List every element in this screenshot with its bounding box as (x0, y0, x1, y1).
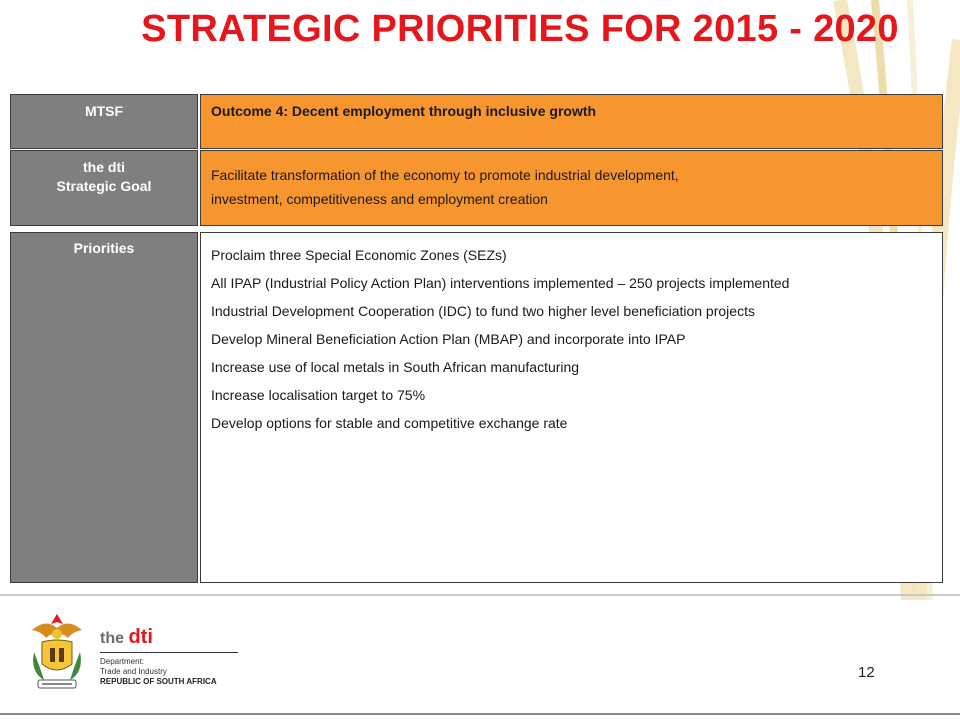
logo-dti-text: dti (128, 626, 153, 648)
priority-item-text: All IPAP (Industrial Policy Action Plan) interventions implemented – 250 projects implemented (211, 275, 790, 291)
priority-item-text: Develop Mineral Beneficiation Action Plan (MBAP) and incorporate into IPAP (211, 331, 686, 347)
strategic-goal-content-line2: investment, competitiveness and employment creation (211, 191, 548, 207)
dept-line-1: Department: (100, 657, 145, 666)
strategic-goal-content (200, 150, 943, 226)
dept-line-3: REPUBLIC OF SOUTH AFRICA (100, 677, 217, 686)
logo-divider (100, 652, 238, 653)
priorities-content (200, 232, 943, 583)
priority-item-text: Proclaim three Special Economic Zones (SEZs) (211, 247, 507, 263)
priority-item-text: Increase use of local metals in South African manufacturing (211, 359, 580, 375)
mtsf-content: Outcome 4: Decent employment through inclusive growth (200, 94, 943, 149)
dept-line-2: Trade and Industry (100, 667, 167, 676)
priorities-label: Priorities (10, 232, 198, 583)
footer-divider-bottom (0, 713, 960, 715)
strategic-goal-label (10, 150, 198, 226)
page-title: STRATEGIC PRIORITIES FOR 2015 - 2020 (141, 8, 899, 50)
strategic-goal-label-line2: Strategic Goal (56, 178, 152, 194)
strategic-goal-label-line1: the dti (83, 159, 125, 175)
priority-item-text: Industrial Development Cooperation (IDC) to fund two higher level beneficiation projects (211, 303, 755, 319)
mtsf-label: MTSF (10, 94, 198, 149)
priority-item-text: Increase localisation target to 75% (211, 387, 426, 403)
logo-the-text: the (100, 630, 124, 647)
dti-logo (100, 626, 238, 687)
priority-item (211, 406, 942, 440)
priority-item-text: Develop options for stable and competitive exchange rate (211, 415, 568, 431)
page-number: 12 (858, 664, 875, 681)
strategic-goal-content-line1: Facilitate transformation of the economy to promote industrial development, (211, 167, 679, 183)
coat-of-arms-icon (28, 612, 86, 694)
footer-divider-top (0, 594, 960, 596)
priorities-list (211, 238, 942, 440)
